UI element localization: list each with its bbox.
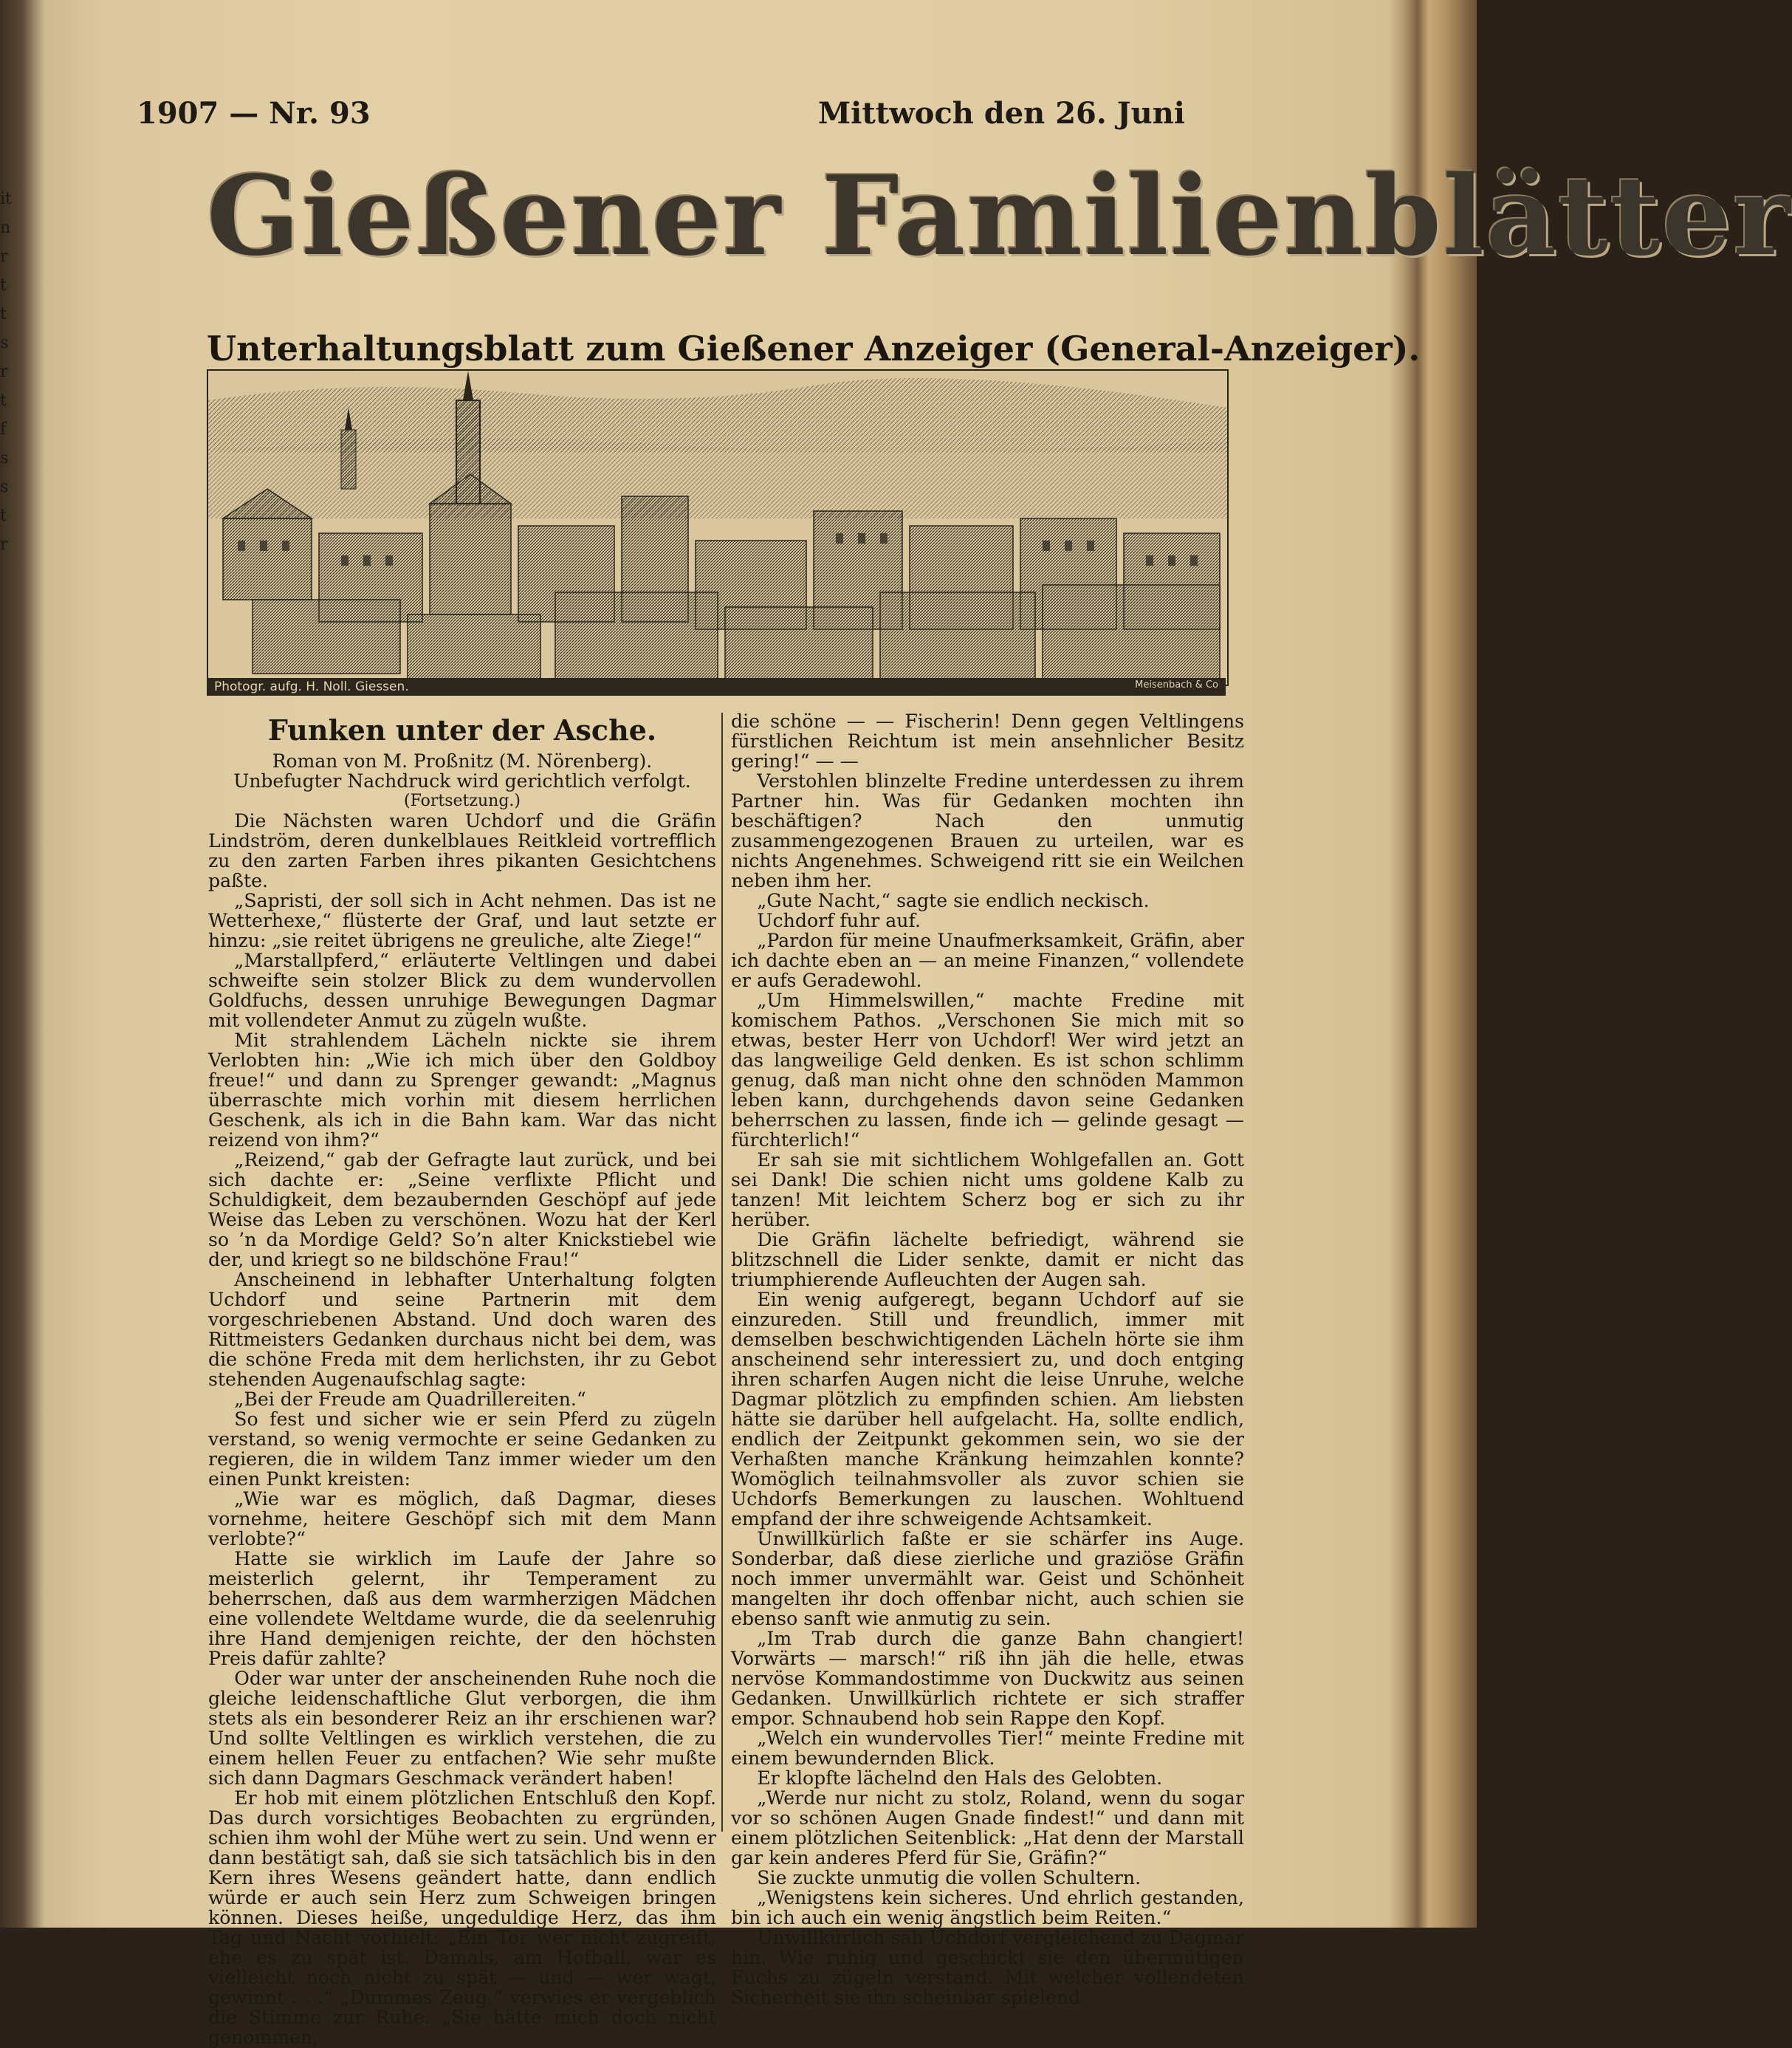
engraver-credit: Meisenbach & Co	[1135, 679, 1218, 691]
article-column-2	[731, 711, 1244, 2007]
masthead	[207, 151, 1792, 369]
edge-fragment: r	[0, 247, 8, 266]
edge-fragment: t	[0, 276, 7, 295]
paragraph: „Pardon für meine Unaufmerksamkeit, Gräfin, aber ich dachte eben an — an meine Finanzen,“ vollendete er aufs Geradewohl.	[731, 930, 1244, 991]
column-1-body	[208, 811, 716, 2047]
issue-date: Mittwoch den 26. Juni	[817, 96, 1185, 131]
edge-fragment: s	[0, 449, 9, 468]
paragraph: Uchdorf fuhr auf.	[757, 910, 921, 931]
newspaper-subtitle: Unterhaltungsblatt zum Gießener Anzeiger (General-Anzeiger).	[207, 329, 1421, 369]
edge-fragment: t	[0, 507, 7, 525]
article-column-1	[208, 713, 716, 2047]
paragraph: die schöne — — Fischerin! Denn gegen Veltlingens fürstlichen Reichtum ist mein ansehnlicher Besitz gering!“ — —	[731, 710, 1244, 772]
adjacent-page-edge	[0, 185, 22, 559]
paragraph: Oder war unter der anscheinenden Ruhe noch die gleiche leidenschaftliche Glut verborgen, die ihm stets als ein besonderer Reiz an ihr erschienen war? Und sollte Veltlingen es wirklich verstehen, die zu einem hellen Feuer zu entfachen? Wie sehr mußte sich dann Dagmars Geschmack verändert haben!	[208, 1668, 716, 1789]
paragraph: „Wenigstens kein sicheres. Und ehrlich gestanden, bin ich auch ein wenig ängstlich beim Reiten.“	[731, 1887, 1244, 1928]
paragraph: „Gute Nacht,“ sagte sie endlich neckisch.	[757, 890, 1150, 911]
paragraph: Unwillkürlich sah Uchdorf vergleichend zu Dagmar hin. Wie ruhig und geschickt sie den übermütigen Fuchs zu zügeln verstand. Mit welcher vollendeten Sicherheit sie ihn scheinbar spielend	[731, 1927, 1244, 2008]
paragraph: Verstohlen blinzelte Fredine unterdessen zu ihrem Partner hin. Was für Gedanken mochten ihn beschäftigen? Nach den unmutig zusammengezogenen Brauen zu urteilen, war es nichts Angenehmes. Schweigend ritt sie ein Weilchen neben ihm her.	[731, 770, 1244, 891]
photo-credit: Photogr. aufg. H. Noll. Giessen.	[214, 679, 409, 694]
paragraph: „Reizend,“ gab der Gefragte laut zurück, und bei sich dachte er: „Seine verflixte Pflicht und Schuldigkeit, dem bezaubernden Geschöpf auf jede Weise das Leben zu verschönen. Wozu hat der Kerl so ’n da Mordige Geld? So’n alter Knickstiebel wie der, und kriegt so ne bildschöne Frau!“	[208, 1149, 716, 1270]
copyright-notice: Unbefugter Nachdruck wird gerichtlich verfolgt.	[233, 770, 691, 792]
paragraph: „Welch ein wundervolles Tier!“ meinte Fredine mit einem bewundernden Blick.	[731, 1727, 1244, 1769]
edge-fragment: n	[0, 219, 11, 237]
edge-fragment: r	[0, 363, 8, 381]
paragraph: Sie zuckte unmutig die vollen Schultern.	[757, 1867, 1142, 1888]
paragraph: „Werde nur nicht zu stolz, Roland, wenn du sogar vor so schönen Augen Gnade findest!“ und dann mit einem plötzlichen Seitenblick: „Hat denn der Marstall gar kein anderes Pferd für Sie, Gräfin?“	[731, 1787, 1244, 1869]
edge-fragment: s	[0, 478, 9, 496]
paragraph: „Im Trab durch die ganze Bahn changiert! Vorwärts — marsch!“ riß ihn jäh die helle, etwas nervöse Kommandostimme von Duckwitz aus seinen Gedanken. Unwillkürlich richtete er sich straffer empor. Schnaubend hob sein Rappe den Kopf.	[731, 1628, 1244, 1729]
city-panorama-illustration	[207, 369, 1229, 686]
paragraph: Die Gräfin lächelte befriedigt, während sie blitzschnell die Lider senkte, damit er nicht das triumphierende Aufleuchten der Augen sah.	[731, 1229, 1244, 1290]
paragraph: Mit strahlendem Lächeln nickte sie ihrem Verlobten hin: „Wie ich mich über den Goldboy freue!“ und dann zu Sprenger gewandt: „Magnus überraschte mich vorhin mit diesem herrlichen Geschenk, als ich in die Bahn kam. War das nicht reizend von ihm?“	[208, 1030, 716, 1151]
article-byline: Roman von M. Proßnitz (M. Nörenberg).	[272, 750, 653, 772]
paragraph: Die Nächsten waren Uchdorf und die Gräfin Lindström, deren dunkelblaues Reitkleid vortrefflich zu den zarten Farben ihres pikanten Gesichtchens paßte.	[208, 810, 716, 891]
paragraph: Er klopfte lächelnd den Hals des Gelobten.	[757, 1767, 1163, 1789]
edge-fragment: r	[0, 535, 8, 554]
photo-credit-bar	[207, 678, 1226, 696]
paragraph: Unwillkürlich faßte er sie schärfer ins Auge. Sonderbar, daß diese zierliche und graziöse Gräfin noch immer unvermählt war. Geist und Schönheit mangelten ihr doch offenbar nicht, auch schien sie ebenso sanft wie anmutig zu sein.	[731, 1528, 1244, 1629]
edge-fragment: f	[0, 420, 7, 439]
paragraph: „Bei der Freude am Quadrillereiten.“	[234, 1388, 586, 1410]
column-2-body	[731, 711, 1244, 2007]
paragraph: Hatte sie wirklich im Laufe der Jahre so meisterlich gelernt, ihr Temperament zu beherrschen, daß aus dem warmherzigen Mädchen eine vollendete Weltdame wurde, die da seelenruhig ihre Hand demjenigen reichte, der den höchsten Preis dafür zahlte?	[208, 1548, 716, 1669]
paragraph: „Sapristi, der soll sich in Acht nehmen. Das ist ne Wetterhexe,“ flüsterte der Graf, und laut setzte er hinzu: „sie reitet übrigens ne greuliche, alte Ziege!“	[208, 890, 716, 951]
paragraph: „Wie war es möglich, daß Dagmar, dieses vornehme, heitere Geschöpf sich mit dem Mann verlobte?“	[208, 1488, 716, 1549]
edge-fragment: it	[0, 190, 12, 208]
paragraph: „Um Himmelswillen,“ machte Fredine mit komischem Pathos. „Verschonen Sie mich mit so etwas, bester Herr von Uchdorf! Wer wird jetzt an das langweilige Geld denken. Es ist schon schlimm genug, daß man nicht ohne den schnöden Mammon leben kann, durchgehends davon seine Gedanken beherrschen zu lassen, finde ich — gelinde gesagt — fürchterlich!“	[731, 990, 1244, 1151]
paragraph: Er sah sie mit sichtlichem Wohlgefallen an. Gott sei Dank! Die schien nicht ums goldene Kalb zu tanzen! Mit leichtem Scherz bog er sich zu ihr herüber.	[731, 1149, 1244, 1230]
edge-fragment: t	[0, 391, 7, 410]
paragraph: Ein wenig aufgeregt, begann Uchdorf auf sie einzureden. Still und freundlich, immer mit demselben beschwichtigenden Lächeln hörte sie ihm anscheinend sehr interessiert zu, und doch entging ihren scharfen Augen nicht die leise Unruhe, welche Dagmar plötzlich zu empfinden schien. Am liebsten hätte sie darüber hell aufgelacht. Ha, sollte endlich, endlich der Zeitpunkt gekommen sein, wo sie der Verhaßten manche Kränkung heimzahlen konnte? Womöglich teilnahmsvoller als zuvor schien sie Uchdorfs Bemerkungen zu lauschen. Wohltuend empfand der ihre schweigende Achtsamkeit.	[731, 1289, 1244, 1530]
paragraph: Er hob mit einem plötzlichen Entschluß den Kopf. Das durch vorsichtiges Beobachten zu ergründen, schien ihm wohl der Mühe wert zu sein. Und wenn er dann bestätigt sah, daß sie sich tatsächlich bis in den Kern ihres Wesens geändert hatte, dann endlich würde er auch sein Herz zum Schweigen bringen können. Dieses heiße, ungeduldige Herz, das ihm Tag und Nacht vorhielt: „Ein Tor wer nicht zugreift, ehe es zu spät ist. Damals, am Hofball, war es vielleicht noch nicht zu spät — und — wer wagt, gewinnt . . .“ „Dummes Zeug,“ verwies er vergeblich die Stimme zur Ruhe. „Sie hätte mich doch nicht genommen,	[208, 1787, 716, 2048]
paragraph: So fest und sicher wie er sein Pferd zu zügeln verstand, so wenig vermochte er seine Gedanken zu regieren, die in wildem Tanz immer wieder um den einen Punkt kreisten:	[208, 1408, 716, 1490]
article-headline: Funken unter der Asche.	[267, 713, 657, 747]
paragraph: „Marstallpferd,“ erläuterte Veltlingen und dabei schweifte sein stolzer Blick zu dem wundervollen Goldfuchs, dessen unruhige Bewegungen Dagmar mit vollendeter Anmut zu zügeln wußte.	[208, 950, 716, 1031]
edge-fragment: t	[0, 305, 7, 323]
paragraph: Anscheinend in lebhafter Unterhaltung folgten Uchdorf und seine Partnerin mit dem vorgeschriebenen Abstand. Und doch waren des Rittmeisters Gedanken durchaus nicht bei dem, was die schöne Freda mit dem herlichsten, ihr zu Gebot stehenden Augenaufschlag sagte:	[208, 1269, 716, 1390]
city-panorama-drawing	[208, 371, 1227, 685]
column-rule	[721, 713, 723, 1832]
continuation-note: (Fortsetzung.)	[404, 792, 521, 810]
newspaper-title: Gießener Familienblätter	[207, 151, 1792, 280]
issue-number: 1907 — Nr. 93	[137, 96, 371, 131]
edge-fragment: s	[0, 334, 9, 352]
